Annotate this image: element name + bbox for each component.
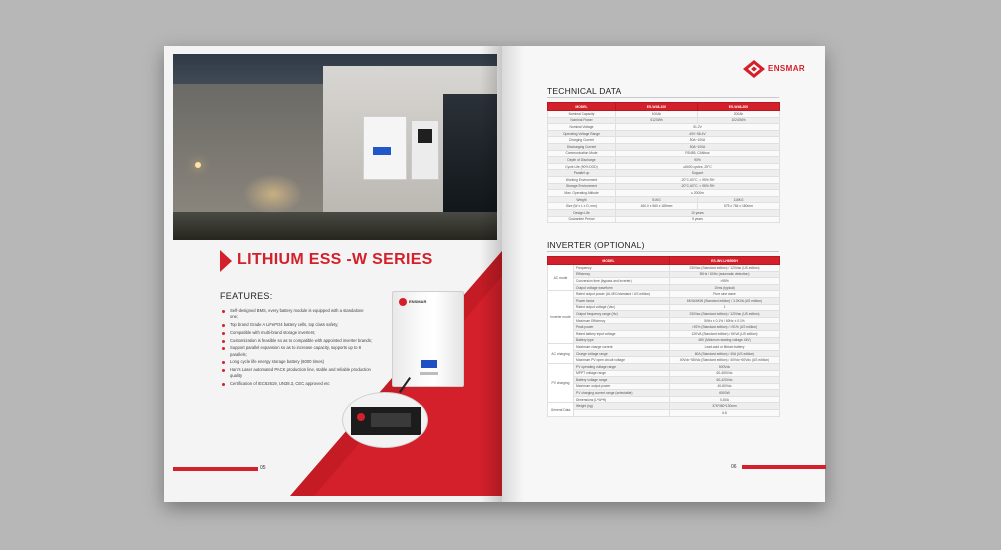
table-row (548, 265, 780, 272)
table-row (548, 137, 780, 144)
spec-value: 5120Wh (616, 117, 698, 124)
table-row (548, 377, 780, 384)
spec-label: Storage Environment (548, 183, 616, 190)
spec-value: 48V (Minimum starting voltage 44V) (670, 337, 780, 344)
spec-value: 0-80A (670, 396, 780, 403)
spec-value: 90% (616, 157, 780, 164)
table-row (548, 304, 780, 311)
spec-value: 460.0 x 560 x 185mm (616, 203, 698, 210)
table-row (548, 297, 780, 304)
spec-value: 230Vac (Standard edition) / 120Vac (US edition) (670, 311, 780, 318)
spec-value: 40-60Vdc (670, 383, 780, 390)
battery-brand-label: ENSMAR (409, 299, 427, 304)
table-row (548, 390, 780, 397)
group-label: Inverter mode (548, 291, 574, 344)
features-heading: FEATURES: (220, 291, 273, 301)
spec-label: Nominal Power (548, 117, 616, 124)
spec-label: Parallel up (548, 170, 616, 177)
spec-label: Weight (548, 196, 616, 203)
table-row (548, 203, 780, 210)
table-row (548, 396, 780, 403)
spec-value: ≥6000 cycles, 25°C (616, 163, 780, 170)
table-row (548, 163, 780, 170)
section-rule (547, 97, 779, 98)
spec-label: Nominal Capacity (548, 111, 616, 118)
table-row (548, 209, 780, 216)
table-row (548, 157, 780, 164)
spec-value: 100Ah (616, 111, 698, 118)
spec-label: Maximum PV open circuit voltage (574, 357, 670, 364)
spec-label: Working Environment (548, 176, 616, 183)
page-rule (173, 467, 258, 471)
inverter-table (547, 256, 780, 417)
spec-value: 10 years (616, 209, 780, 216)
table-row (548, 357, 780, 364)
battery-product-image (392, 291, 464, 387)
group-label: PV charging (548, 363, 574, 403)
feature-item: Han's Laser automated PACK production line, stable and reliable production quality (222, 367, 372, 379)
feature-item: Self-designed BMS, every battery module is equipped with a standalone one; (222, 308, 372, 320)
spec-label: Discharging Current (548, 143, 616, 150)
spec-value: 40V~58.4V (616, 130, 780, 137)
spec-value: 1 (670, 304, 780, 311)
feature-item: Top brand Grade A LiFePO4 battery cells, top class safety; (222, 322, 372, 328)
spec-label: Output voltage waveform (574, 284, 670, 291)
spec-value: 50A~100A (616, 137, 780, 144)
spec-label: Guarantee Period (548, 216, 616, 223)
spec-value: 230Vac (Standard edition) / 120Vac (US edition) (670, 265, 780, 272)
spec-label: PV operating voltage range (574, 363, 670, 370)
table-row (548, 363, 780, 370)
table-row (548, 324, 780, 331)
spec-label: Charging Current (548, 137, 616, 144)
table-row (548, 383, 780, 390)
table-header: ES-INV-LH6500H (670, 257, 780, 265)
brand-name: ENSMAR (768, 64, 806, 73)
feature-item: Long cycle life energy storage battery (6000 times) (222, 359, 372, 365)
spec-label: Battery type (574, 337, 670, 344)
spec-label: Maximum output power (574, 383, 670, 390)
spec-value: 50Hz / 60Hz (automatic detection) (670, 271, 780, 278)
spec-value: 575 x 784 x 180mm (698, 203, 780, 210)
spec-value: >95% (670, 278, 780, 285)
brand-logo-icon (399, 298, 407, 306)
table-row (548, 344, 780, 351)
section-rule (547, 251, 779, 252)
spec-label: Nominal Voltage (548, 124, 616, 131)
spec-value: 5 years (616, 216, 780, 223)
technical-data-table (547, 102, 780, 223)
spec-label: Weight (kg) (574, 403, 670, 410)
technical-data-title: TECHNICAL DATA (547, 86, 622, 96)
table-row (548, 150, 780, 157)
spec-label: Dimensions (L*W*H) (574, 396, 670, 403)
spec-value: Pure sine wave (670, 291, 780, 298)
spec-value: ≤ 2000m (616, 190, 780, 197)
spec-label: Cycle Life (90% DOD) (548, 163, 616, 170)
spec-label: Maximum Efficiency (574, 317, 670, 324)
inverter-title: INVERTER (OPTIONAL) (547, 240, 645, 250)
left-page (164, 46, 502, 502)
spec-label: Rated output power (UL/IEC/standard / US edition) (574, 291, 670, 298)
spec-value: Lead-acid or lithium battery (670, 344, 780, 351)
table-row (548, 124, 780, 131)
features-list (222, 308, 372, 389)
table-row (548, 190, 780, 197)
spec-value: 6.8 (670, 410, 780, 417)
table-row (548, 130, 780, 137)
spec-value: >92% (Standard edition) / >91% (US edition) (670, 324, 780, 331)
group-label: AC mode (548, 265, 574, 291)
table-row (548, 284, 780, 291)
spec-label: Rated output voltage (Vac) (574, 304, 670, 311)
page-number: 05 (260, 465, 266, 471)
spec-value: Support (616, 170, 780, 177)
inverter-unit-image (411, 120, 439, 180)
table-row (548, 317, 780, 324)
table-row (548, 176, 780, 183)
spec-label: MPPT voltage range (574, 370, 670, 377)
table-row (548, 311, 780, 318)
spec-value: 60-420Vdc (670, 377, 780, 384)
table-row (548, 216, 780, 223)
spec-value: 50A~100A (616, 143, 780, 150)
spec-label: Operating Voltage Range (548, 130, 616, 137)
spec-label: Efficiency (574, 271, 670, 278)
spec-label: Frequency (574, 265, 670, 272)
spec-value: 200Ah (698, 111, 780, 118)
spec-value: 115KG (698, 196, 780, 203)
detail-callout-image (342, 392, 428, 448)
group-label: AC charging (548, 344, 574, 364)
spec-value: 51KG (616, 196, 698, 203)
table-row (548, 370, 780, 377)
spec-label: PV charging current range (selectable) (574, 390, 670, 397)
feature-item: Compatible with multi-brand storage inverters; (222, 330, 372, 336)
feature-item: Customization is feasible so as to compatible with appointed inverter brands; (222, 338, 372, 344)
table-row (548, 278, 780, 285)
spec-value: 40Vdc~58Vdc (Standard edition) / 40Vdc~60Vdc (US edition) (670, 357, 780, 364)
table-row (548, 271, 780, 278)
spec-value: 50Hz ± 0.1% / 60Hz ± 0.1% (670, 317, 780, 324)
feature-item: Certification of IEC62619, UN38.3, CEC approved etc (222, 381, 372, 387)
table-header: MODEL (548, 257, 670, 265)
spec-label: Communication Mode (548, 150, 616, 157)
table-row (548, 196, 780, 203)
spec-value: 500Vdc (670, 363, 780, 370)
spec-label: Battery voltage range (574, 377, 670, 384)
feature-item: Support parallel expansion so as to increase capacity, supports up to 8 parallels; (222, 345, 372, 357)
table-row (548, 410, 780, 417)
spec-value: 6KVA/6KW (Standard edition) / 3.3KVA (US edition) (670, 297, 780, 304)
spec-label: Output frequency range (Hz) (574, 311, 670, 318)
battery-unit-image (363, 116, 407, 180)
spec-value: -20°C-60°C, < 95% RH (616, 183, 780, 190)
spec-value: RS485, CANbus (616, 150, 780, 157)
spec-label: Rated battery input voltage (574, 330, 670, 337)
spec-label: Maximum charge current (574, 344, 670, 351)
spec-value: 10240Wh (698, 117, 780, 124)
hero-photo (173, 54, 497, 240)
table-header: MODEL (548, 103, 616, 111)
spec-label: Peak power (574, 324, 670, 331)
table-row (548, 170, 780, 177)
spec-label: Size (W x L x D, mm) (548, 203, 616, 210)
table-row (548, 117, 780, 124)
table-row (548, 350, 780, 357)
spec-value: 6500W (670, 390, 780, 397)
table-row (548, 111, 780, 118)
spec-value: 10ms (typical) (670, 284, 780, 291)
table-header: ES-W48-100 (616, 103, 698, 111)
spec-label: Power factor (574, 297, 670, 304)
series-chevron-icon (220, 250, 232, 272)
table-row (548, 337, 780, 344)
spec-value: 376*380*130mm (670, 403, 780, 410)
series-title: LITHIUM ESS -W SERIES (237, 251, 433, 268)
spec-label: Conversion time (bypass and inverter) (574, 278, 670, 285)
ensmar-logo-icon (743, 60, 765, 78)
table-row (548, 143, 780, 150)
group-label: General Data (548, 403, 574, 416)
table-row (548, 403, 780, 410)
page-number: 06 (731, 464, 737, 470)
spec-value: 12KVA (Standard edition) / 6KVA (US edition) (670, 330, 780, 337)
table-row (548, 291, 780, 298)
spec-label (574, 410, 670, 417)
spec-value: 51.2V (616, 124, 780, 131)
spec-label: Depth of Discharge (548, 157, 616, 164)
table-header: ES-W48-200 (698, 103, 780, 111)
spec-value: 60A (Standard edition) / 40A (US edition) (670, 350, 780, 357)
spec-label: Design Life (548, 209, 616, 216)
page-rule (742, 465, 826, 469)
spec-value: 60-450Vdc (670, 370, 780, 377)
spec-label: Max. Operating Altitude (548, 190, 616, 197)
spec-label: Charge voltage range (574, 350, 670, 357)
table-row (548, 183, 780, 190)
spec-value: -20°C-60°C, < 95% RH (616, 176, 780, 183)
table-row (548, 330, 780, 337)
